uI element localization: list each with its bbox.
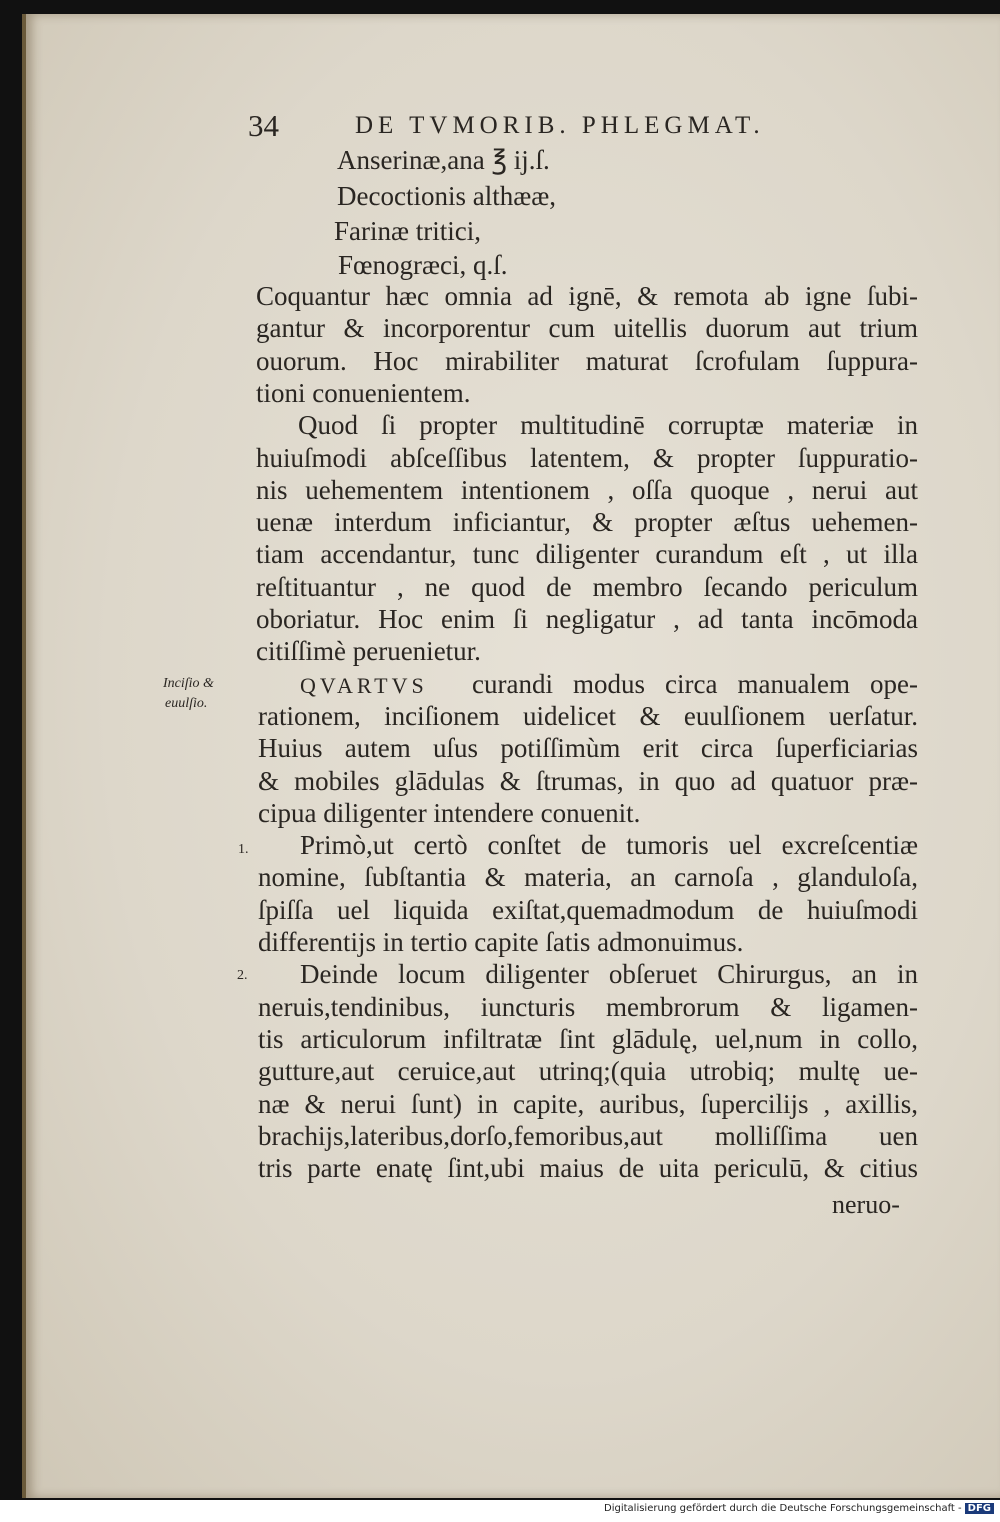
body-line: tris parte enatę ſint,ubi maius de uita periculū, & citius bbox=[258, 1153, 918, 1184]
body-line: ouorum. Hoc mirabiliter maturat ſcrofulam ſuppura- bbox=[256, 345, 918, 376]
recipe-line: Fœnogræci, q.ſ. bbox=[338, 250, 508, 280]
body-line: cipua diligenter intendere conuenit. bbox=[258, 797, 641, 828]
body-line: Quod ſi propter multitudinē corruptæ materiæ in bbox=[298, 410, 918, 441]
body-line: Deinde locum diligenter obſeruet Chirurgus, an in bbox=[300, 959, 918, 990]
body-line: nomine, ſubſtantia & materia, an carnoſa , glanduloſa, bbox=[258, 862, 918, 893]
section-initial-word: QVARTVS bbox=[300, 672, 428, 698]
body-line: tiam accendantur, tunc diligenter curandum eſt , ut illa bbox=[256, 539, 918, 570]
body-line: & mobiles glādulas & ſtrumas, in quo ad quatuor præ- bbox=[258, 765, 918, 796]
recipe-line: Decoctionis althææ, bbox=[337, 181, 556, 211]
body-line: rationem, inciſionem uidelicet & euulſionem uerſatur. bbox=[258, 700, 918, 731]
body-line: gutture,aut ceruice,aut utrinq;(quia utrobiq; multę ue- bbox=[258, 1056, 918, 1087]
dfg-logo: DFG bbox=[965, 1503, 994, 1514]
marginal-number-1: 1. bbox=[238, 842, 249, 857]
body-line: tioni conuenientem. bbox=[256, 377, 471, 408]
running-title: DE TVMORIB. PHLEGMAT. bbox=[355, 112, 765, 139]
body-line: neruis,tendinibus, iuncturis membrorum & ligamen- bbox=[258, 991, 918, 1022]
footer-text: Digitalisierung gefördert durch die Deutsche Forschungsgemeinschaft - bbox=[604, 1503, 962, 1514]
body-line: brachijs,lateribus,dorſo,femoribus,aut molliſſima uen bbox=[258, 1120, 918, 1151]
body-line: oboriatur. Hoc enim ſi negligatur , ad tanta incōmoda bbox=[256, 604, 918, 634]
body-line: curandi modus circa manualem ope- bbox=[472, 668, 918, 699]
body-line: Primò,ut certò conſtet de tumoris uel excreſcentiæ bbox=[300, 830, 918, 861]
body-line: huiuſmodi abſceſſibus latentem, & propter ſuppuratio- bbox=[256, 442, 918, 473]
marginal-note-line2: euulſio. bbox=[165, 696, 208, 711]
page-number: 34 bbox=[248, 108, 279, 143]
body-line: ſpiſſa uel liquida exiſtat,quemadmodum de huiuſmodi bbox=[258, 894, 918, 925]
body-line: reſtituantur , ne quod de membro ſecando periculum bbox=[256, 571, 918, 602]
body-line: tis articulorum infiltratæ ſint glādulę, uel,num in collo, bbox=[258, 1023, 918, 1054]
recipe-line: Anserinæ,ana ℥ ij.ſ. bbox=[337, 145, 550, 175]
catchword: neruo- bbox=[832, 1190, 900, 1219]
footer-credit bbox=[604, 1503, 994, 1514]
body-line: nis uehementem intentionem , oſſa quoque , nerui aut bbox=[256, 474, 918, 505]
body-line: uenæ interdum inficiantur, & propter æſtus uehemen- bbox=[256, 507, 918, 538]
body-line: differentijs in tertio capite ſatis admonuimus. bbox=[258, 927, 744, 957]
body-line: gantur & incorporentur cum uitellis duorum aut trium bbox=[256, 313, 918, 344]
body-line: citiſſimè peruenietur. bbox=[256, 636, 481, 667]
recipe-line: Farinæ tritici, bbox=[334, 216, 481, 246]
marginal-note-line1: Inciſio & bbox=[163, 676, 214, 691]
body-line: Huius autem uſus potiſſimùm erit circa ſuperficiarias bbox=[258, 733, 918, 764]
body-line: næ & nerui ſunt) in capite, auribus, ſupercilijs , axillis, bbox=[258, 1088, 918, 1119]
body-line: Coquantur hæc omnia ad ignē, & remota ab igne ſubi- bbox=[256, 281, 918, 311]
marginal-number-2: 2. bbox=[237, 968, 248, 983]
